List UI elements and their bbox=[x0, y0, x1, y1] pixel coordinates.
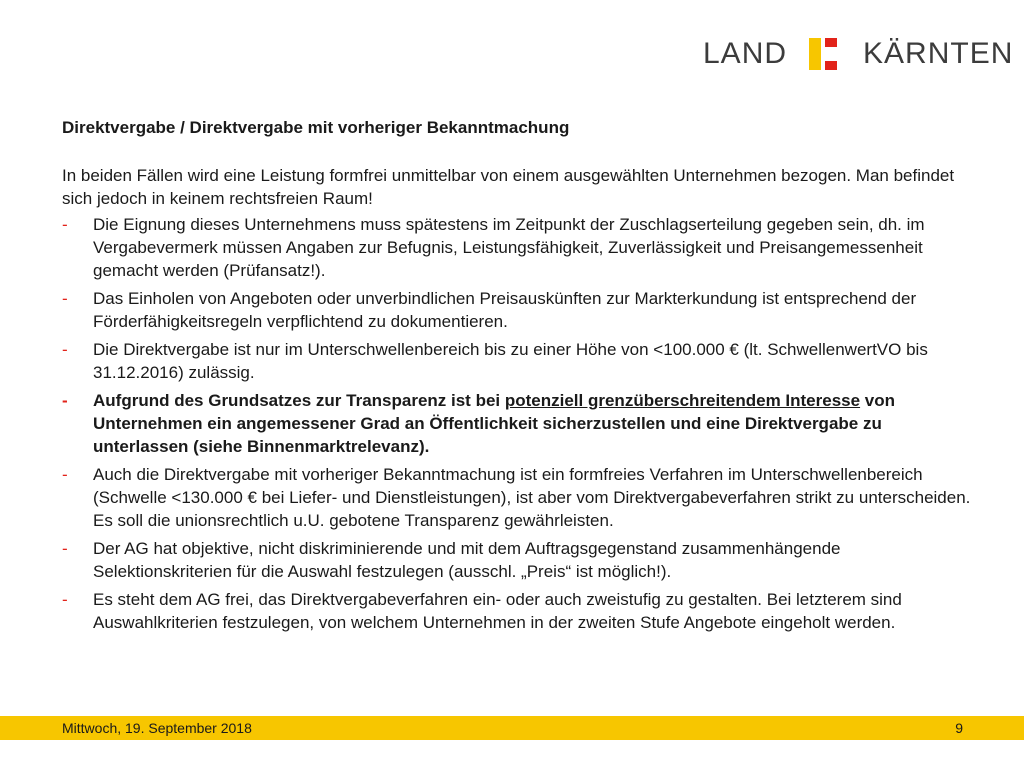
intro-paragraph: In beiden Fällen wird eine Leistung formfrei unmittelbar von einem ausgewählten Unternehmen bezogen. Man befindet sich jedoch in keinem rechtsfreien Raum! bbox=[62, 166, 955, 208]
bullet-text: Es steht dem AG frei, das Direktvergabeverfahren ein- oder auch zweistufig zu gestalten. Bei letzterem sind Auswahlkriterien festzulegen, von welchem Unternehmen in der zweiten Stufe Angebote eingeholt werden. bbox=[93, 590, 902, 632]
bullet-text: Die Eignung dieses Unternehmens muss spätestens im Zeitpunkt der Zuschlagserteilung gegeben sein, dh. im Vergabevermerk müssen Angaben zur Befugnis, Leistungsfähigkeit, Zuverlässigkeit und Preisangemessenheit gemacht werden (Prüfansatz!). bbox=[93, 215, 925, 280]
bullet-text: Das Einholen von Angeboten oder unverbindlichen Preisauskünften zur Markterkundung ist entsprechend der Förderfähigkeitsregeln verpflichtend zu dokumentieren. bbox=[93, 289, 917, 331]
list-item-emphasized bbox=[62, 389, 972, 458]
bullet-dash: - bbox=[62, 289, 68, 308]
bullet-dash: - bbox=[62, 340, 68, 359]
list-item bbox=[62, 213, 972, 282]
footer-bar bbox=[0, 716, 1024, 740]
bullet-list bbox=[62, 213, 972, 634]
bullet-text: Der AG hat objektive, nicht diskriminierende und mit dem Auftragsgegenstand zusammenhängende Selektionskriterien für die Auswahl festzulegen (ausschl. „Preis“ ist möglich!). bbox=[93, 539, 841, 581]
logo-yellow-bar bbox=[809, 38, 821, 70]
bullet-text-part2: von Unternehmen ein angemessener Grad an Öffentlichkeit sicherzustellen und eine Direktvergabe zu unterlassen (siehe Binnenmarktrelevanz). bbox=[93, 391, 896, 456]
list-item bbox=[62, 287, 972, 333]
page-number: 9 bbox=[955, 720, 963, 736]
land-kaernten-logo bbox=[703, 34, 1013, 74]
footer-date: Mittwoch, 19. September 2018 bbox=[62, 720, 252, 736]
bullet-dash: - bbox=[62, 391, 68, 410]
coat-of-arms-mark-icon bbox=[809, 38, 841, 70]
bullet-text: Die Direktvergabe ist nur im Unterschwellenbereich bis zu einer Höhe von <100.000 € (lt. SchwellenwertVO bis 31.12.2016) zulässig. bbox=[93, 340, 928, 382]
list-item bbox=[62, 463, 972, 532]
bullet-text: Auch die Direktvergabe mit vorheriger Bekanntmachung ist ein formfreies Verfahren im Unterschwellenbereich (Schwelle <130.000 € bei Liefer- und Dienstleistungen), ist aber vom Direktvergabeverfahren strikt zu unterscheiden. Es soll die unionsrechtlich u.U. gebotene Transparenz gewährleisten. bbox=[93, 465, 971, 530]
bullet-dash: - bbox=[62, 590, 68, 609]
bullet-dash: - bbox=[62, 215, 68, 234]
slide-heading: Direktvergabe / Direktvergabe mit vorheriger Bekanntmachung bbox=[62, 118, 570, 137]
bullet-dash: - bbox=[62, 539, 68, 558]
logo-word-kaernten: KÄRNTEN bbox=[863, 37, 1014, 70]
logo-red-square-top bbox=[825, 38, 837, 47]
bullet-dash: - bbox=[62, 465, 68, 484]
bullet-text-underlined: potenziell grenzüberschreitendem Interesse bbox=[504, 391, 861, 410]
logo-red-square-bottom bbox=[825, 61, 837, 70]
list-item bbox=[62, 588, 972, 634]
list-item bbox=[62, 338, 972, 384]
list-item bbox=[62, 537, 972, 583]
slide-content bbox=[62, 116, 972, 639]
bullet-text-part1: Aufgrund des Grundsatzes zur Transparenz ist bei bbox=[93, 391, 505, 410]
logo-word-land: LAND bbox=[703, 37, 788, 70]
